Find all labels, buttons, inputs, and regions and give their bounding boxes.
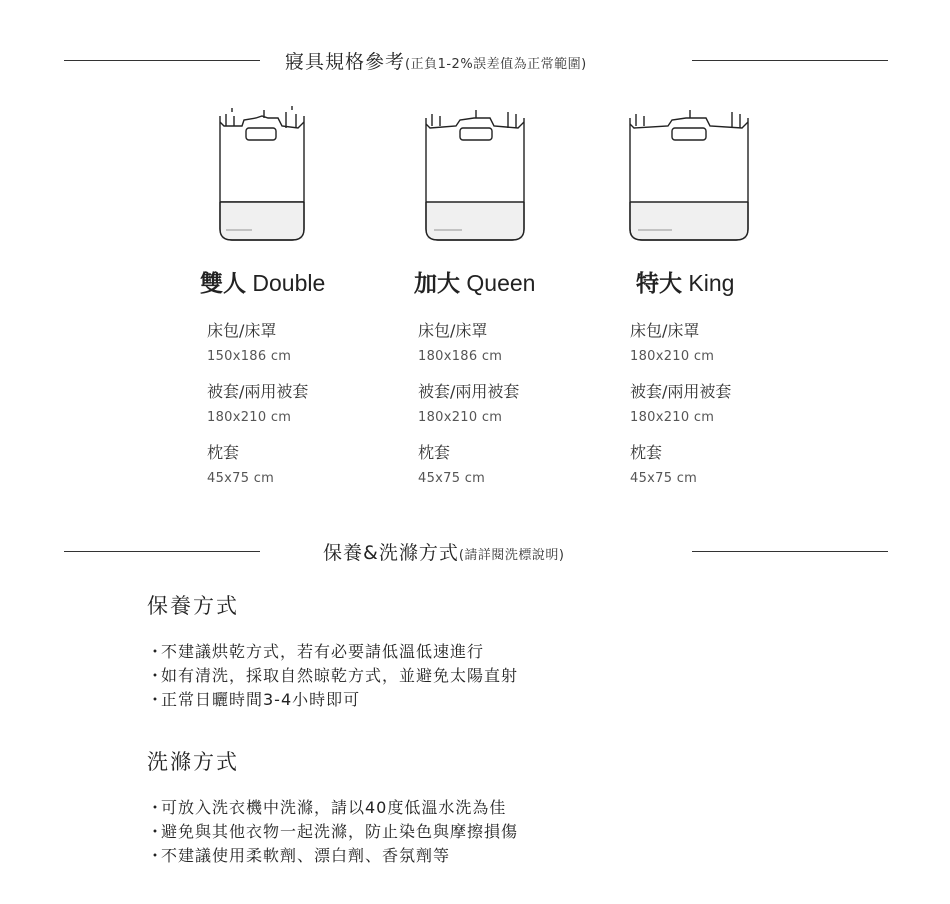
list-item-text: 如有清洗，採取自然晾乾方式，並避免太陽直射	[161, 666, 519, 685]
spec-size: 45x75 cm	[630, 471, 698, 486]
list-item	[147, 688, 518, 712]
spec-label: 枕套	[418, 443, 451, 462]
bed-queen-icon	[420, 104, 530, 244]
care-section-title	[323, 538, 564, 565]
care-title-note: (請詳閱洗標說明)	[458, 548, 565, 563]
list-item-text: 正常日曬時間3-4小時即可	[161, 690, 361, 709]
maintenance-block	[147, 590, 518, 712]
bullet: ・	[147, 690, 165, 709]
spec-size: 180x186 cm	[418, 349, 503, 364]
maintenance-list	[147, 640, 518, 712]
spec-size: 180x210 cm	[630, 349, 715, 364]
bed-zh: 特大	[636, 270, 682, 296]
spec-label: 床包/床罩	[630, 321, 700, 340]
bed-name-double	[200, 265, 325, 298]
spec-double-fitted	[207, 318, 291, 364]
bed-name-king	[636, 265, 734, 298]
care-title-text: 保養&洗滌方式	[323, 542, 459, 564]
washing-title: 洗滌方式	[147, 750, 239, 774]
spec-size: 45x75 cm	[207, 471, 275, 486]
washing-list	[147, 796, 518, 868]
spec-size: 180x210 cm	[207, 410, 292, 425]
spec-queen-fitted	[418, 318, 502, 364]
list-item	[147, 844, 518, 868]
bullet: ・	[147, 798, 165, 817]
spec-double-duvet	[207, 379, 308, 425]
spec-size: 150x186 cm	[207, 349, 292, 364]
spec-king-fitted	[630, 318, 714, 364]
bed-zh: 加大	[414, 270, 460, 296]
divider-right	[692, 551, 888, 552]
divider-right	[692, 60, 888, 61]
spec-double-pillow	[207, 440, 274, 486]
bed-name-queen	[414, 265, 535, 298]
spec-label: 床包/床罩	[418, 321, 488, 340]
list-item	[147, 664, 518, 688]
bullet: ・	[147, 846, 165, 865]
maintenance-title: 保養方式	[147, 594, 239, 618]
list-item-text: 避免與其他衣物一起洗滌，防止染色與摩擦損傷	[161, 822, 519, 841]
list-item	[147, 796, 518, 820]
spec-king-duvet	[630, 379, 731, 425]
spec-label: 枕套	[630, 443, 663, 462]
spec-title-note: (正負1-2%誤差值為正常範圍)	[405, 57, 587, 72]
bullet: ・	[147, 642, 165, 661]
list-item	[147, 640, 518, 664]
bed-en: Queen	[466, 270, 536, 296]
bed-en: Double	[252, 270, 326, 296]
list-item-text: 可放入洗衣機中洗滌，請以40度低溫水洗為佳	[161, 798, 507, 817]
spec-label: 被套/兩用被套	[207, 382, 309, 401]
list-item-text: 不建議使用柔軟劑、漂白劑、香氛劑等	[161, 846, 451, 865]
washing-block	[147, 746, 518, 868]
divider-left	[64, 551, 260, 552]
bed-zh: 雙人	[200, 270, 246, 296]
bed-double-icon	[212, 104, 312, 244]
spec-section-title	[285, 47, 587, 74]
list-item	[147, 820, 518, 844]
spec-label: 床包/床罩	[207, 321, 277, 340]
spec-size: 45x75 cm	[418, 471, 486, 486]
spec-queen-duvet	[418, 379, 519, 425]
bullet: ・	[147, 822, 165, 841]
spec-size: 180x210 cm	[418, 410, 503, 425]
bed-en: King	[688, 270, 735, 296]
spec-label: 枕套	[207, 443, 240, 462]
spec-size: 180x210 cm	[630, 410, 715, 425]
divider-left	[64, 60, 260, 61]
bed-king-icon	[624, 104, 754, 244]
spec-title-text: 寢具規格參考	[285, 51, 406, 73]
spec-label: 被套/兩用被套	[418, 382, 520, 401]
list-item-text: 不建議烘乾方式，若有必要請低溫低速進行	[161, 642, 485, 661]
spec-king-pillow	[630, 440, 697, 486]
spec-queen-pillow	[418, 440, 485, 486]
spec-label: 被套/兩用被套	[630, 382, 732, 401]
bullet: ・	[147, 666, 165, 685]
